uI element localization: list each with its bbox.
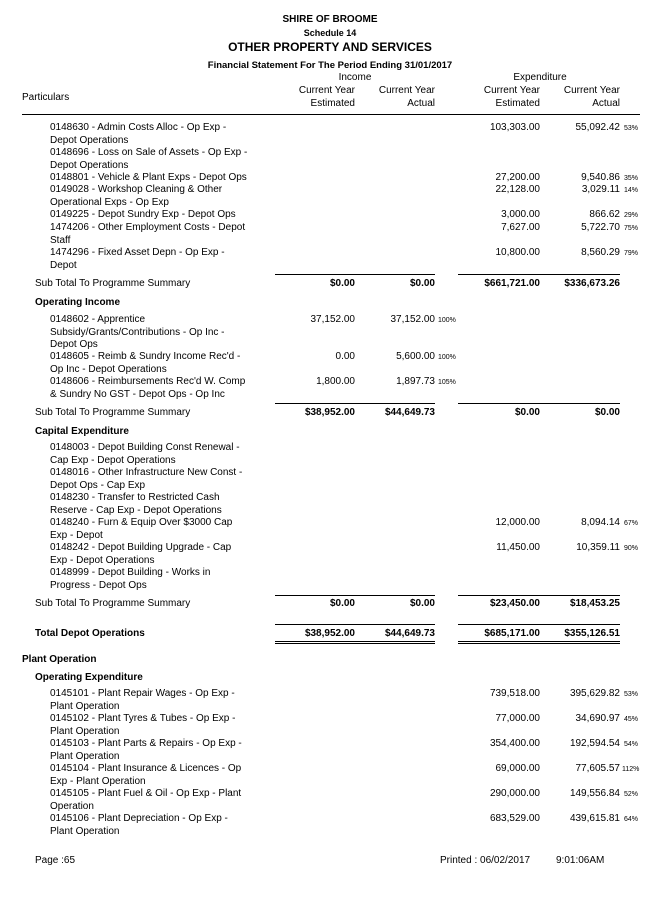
subtotal-label: Sub Total To Programme Summary <box>35 598 191 609</box>
inc-estimated-subtotal: $38,952.00 <box>304 407 355 418</box>
total-double-rule <box>275 641 435 644</box>
exp-actual: 3,029.11 <box>581 184 620 195</box>
inc-estimated: 1,800.00 <box>316 376 355 387</box>
exp-estimated: 11,450.00 <box>496 542 540 553</box>
line-item-desc: 1474296 - Fixed Asset Depn - Op Exp - Depot <box>50 247 225 271</box>
schedule-label: Schedule 14 <box>303 28 357 38</box>
line-item-desc: 0148240 - Furn & Equip Over $3000 Cap Exp - Depot <box>50 517 233 541</box>
exp-percent: 53% <box>624 691 639 698</box>
col-header: Current Year <box>563 85 620 96</box>
exp-actual: 192,594.54 <box>569 738 620 749</box>
inc-actual: 1,897.73 <box>396 376 435 387</box>
col-header: Current Year <box>298 85 355 96</box>
inc-actual: 37,152.00 <box>390 314 435 325</box>
line-item-desc: 0148242 - Depot Building Upgrade - Cap Exp - Depot Operations <box>50 542 232 566</box>
total-rule <box>275 624 435 625</box>
exp-estimated: 69,000.00 <box>495 763 540 774</box>
col-header: Estimated <box>495 98 540 109</box>
line-item-desc: 0148003 - Depot Building Const Renewal - Cap Exp - Depot Operations <box>50 442 240 466</box>
exp-estimated: 354,400.00 <box>489 738 540 749</box>
exp-actual: 439,615.81 <box>569 813 620 824</box>
inc-actual-total: $44,649.73 <box>384 628 435 639</box>
inc-actual: 5,600.00 <box>396 351 435 362</box>
line-item-desc: 0148230 - Transfer to Restricted Cash Reserve - Cap Exp - Depot Operations <box>50 492 222 516</box>
line-item-desc: 1474206 - Other Employment Costs - Depot Staff <box>50 222 246 246</box>
exp-actual: 866.62 <box>589 209 620 220</box>
subtotal-rule <box>275 595 435 596</box>
exp-actual-subtotal: $18,453.25 <box>569 598 620 609</box>
line-item-desc: 0148630 - Admin Costs Alloc - Op Exp - Depot Operations <box>50 122 227 146</box>
section-title: Operating Income <box>35 297 121 308</box>
exp-percent: 64% <box>624 816 639 823</box>
exp-actual: 10,359.11 <box>576 542 620 553</box>
exp-actual-total: $355,126.51 <box>564 628 620 639</box>
line-item-desc: 0148016 - Other Infrastructure New Const - Depot Ops - Cap Exp <box>50 467 243 491</box>
org-name: SHIRE OF BROOME <box>282 14 378 25</box>
exp-estimated: 290,000.00 <box>489 788 540 799</box>
col-header: Estimated <box>310 98 355 109</box>
exp-actual: 395,629.82 <box>569 688 620 699</box>
exp-estimated: 12,000.00 <box>495 517 540 528</box>
inc-estimated-subtotal: $0.00 <box>329 598 355 609</box>
exp-percent: 52% <box>624 791 639 798</box>
total-rule <box>458 624 620 625</box>
exp-actual: 77,605.57 <box>575 763 620 774</box>
subtotal-rule <box>275 403 435 404</box>
exp-estimated: 103,303.00 <box>489 122 540 133</box>
income-header: Income <box>338 72 372 83</box>
exp-estimated: 10,800.00 <box>495 247 540 258</box>
line-item-desc: 0148696 - Loss on Sale of Assets - Op Exp - Depot Operations <box>50 147 248 171</box>
page-subtitle: Financial Statement For The Period Ending 31/01/2017 <box>207 60 453 71</box>
exp-percent: 35% <box>624 175 639 182</box>
exp-estimated: 683,529.00 <box>489 813 540 824</box>
exp-actual: 55,092.42 <box>575 122 620 133</box>
exp-actual: 8,094.14 <box>581 517 620 528</box>
total-double-rule <box>458 641 620 644</box>
exp-actual: 8,560.29 <box>581 247 620 258</box>
subtotal-rule <box>275 274 435 275</box>
line-item-desc: 0145105 - Plant Fuel & Oil - Op Exp - Plant Operation <box>50 788 242 812</box>
line-item-desc: 0148606 - Reimbursements Rec'd W. Comp & Sundry No GST - Depot Ops - Op Inc <box>50 376 246 400</box>
total-label: Total Depot Operations <box>35 628 145 639</box>
line-item-desc: 0145104 - Plant Insurance & Licences - Op Exp - Plant Operation <box>50 763 242 787</box>
subtotal-rule <box>458 403 620 404</box>
exp-estimated-subtotal: $0.00 <box>514 407 540 418</box>
exp-percent: 112% <box>622 766 640 773</box>
col-header: Current Year <box>378 85 435 96</box>
line-item-desc: 0145102 - Plant Tyres & Tubes - Op Exp - Plant Operation <box>50 713 236 737</box>
line-item-desc: 0145106 - Plant Depreciation - Op Exp - Plant Operation <box>50 813 228 837</box>
inc-percent: 100% <box>438 354 456 361</box>
exp-estimated-total: $685,171.00 <box>484 628 540 639</box>
page-title: OTHER PROPERTY AND SERVICES <box>228 40 432 54</box>
page-number: Page :65 <box>35 855 76 866</box>
program-title: Plant Operation <box>22 654 97 665</box>
col-header: Actual <box>592 98 620 109</box>
inc-estimated: 0.00 <box>335 351 355 362</box>
line-item-desc: 0148999 - Depot Building - Works in Progress - Depot Ops <box>50 567 211 591</box>
subtotal-label: Sub Total To Programme Summary <box>35 407 191 418</box>
line-item-desc: 0145101 - Plant Repair Wages - Op Exp - Plant Operation <box>50 688 235 712</box>
exp-estimated-subtotal: $23,450.00 <box>489 598 540 609</box>
exp-percent: 45% <box>624 716 639 723</box>
exp-percent: 54% <box>624 741 639 748</box>
exp-estimated: 27,200.00 <box>495 172 540 183</box>
line-item-desc: 0148605 - Reimb & Sundry Income Rec'd - Op Inc - Depot Operations <box>50 351 241 375</box>
exp-estimated: 22,128.00 <box>495 184 540 195</box>
exp-estimated: 7,627.00 <box>501 222 540 233</box>
subtotal-rule <box>458 595 620 596</box>
line-item-desc: 0149028 - Workshop Cleaning & Other Operational Exps - Op Exp <box>50 184 223 208</box>
printed-date: Printed : 06/02/2017 <box>440 855 531 866</box>
inc-percent: 105% <box>438 379 456 386</box>
exp-estimated: 3,000.00 <box>501 209 540 220</box>
line-item-desc: 0149225 - Depot Sundry Exp - Depot Ops <box>50 209 236 220</box>
exp-percent: 14% <box>624 187 639 194</box>
inc-estimated-total: $38,952.00 <box>304 628 355 639</box>
line-item-desc: 0148801 - Vehicle & Plant Exps - Depot Ops <box>50 172 247 183</box>
inc-actual-subtotal: $0.00 <box>409 278 435 289</box>
exp-percent: 29% <box>624 212 639 219</box>
exp-percent: 79% <box>624 250 639 257</box>
section-title: Capital Expenditure <box>35 426 129 437</box>
exp-percent: 75% <box>624 225 639 232</box>
inc-estimated: 37,152.00 <box>310 314 355 325</box>
line-item-desc: 0145103 - Plant Parts & Repairs - Op Exp - Plant Operation <box>50 738 242 762</box>
exp-actual: 9,540.86 <box>581 172 620 183</box>
printed-time: 9:01:06AM <box>556 855 605 866</box>
exp-percent: 67% <box>624 520 639 527</box>
inc-actual-subtotal: $44,649.73 <box>384 407 435 418</box>
inc-estimated-subtotal: $0.00 <box>329 278 355 289</box>
header-rule <box>22 114 640 115</box>
exp-actual-subtotal: $0.00 <box>594 407 620 418</box>
exp-percent: 53% <box>624 125 639 132</box>
exp-estimated: 739,518.00 <box>489 688 540 699</box>
col-header: Actual <box>407 98 435 109</box>
exp-estimated-subtotal: $661,721.00 <box>484 278 540 289</box>
line-item-desc: 0148602 - Apprentice Subsidy/Grants/Contributions - Op Inc - Depot Ops <box>50 314 225 350</box>
inc-actual-subtotal: $0.00 <box>409 598 435 609</box>
exp-actual-subtotal: $336,673.26 <box>564 278 620 289</box>
exp-percent: 90% <box>624 545 639 552</box>
particulars-header: Particulars <box>22 92 70 103</box>
exp-actual: 149,556.84 <box>569 788 620 799</box>
exp-actual: 34,690.97 <box>575 713 620 724</box>
section-title: Operating Expenditure <box>35 672 143 683</box>
inc-percent: 100% <box>438 317 456 324</box>
subtotal-label: Sub Total To Programme Summary <box>35 278 191 289</box>
col-header: Current Year <box>483 85 540 96</box>
subtotal-rule <box>458 274 620 275</box>
exp-actual: 5,722.70 <box>581 222 620 233</box>
exp-estimated: 77,000.00 <box>495 713 540 724</box>
expenditure-header: Expenditure <box>513 72 567 83</box>
